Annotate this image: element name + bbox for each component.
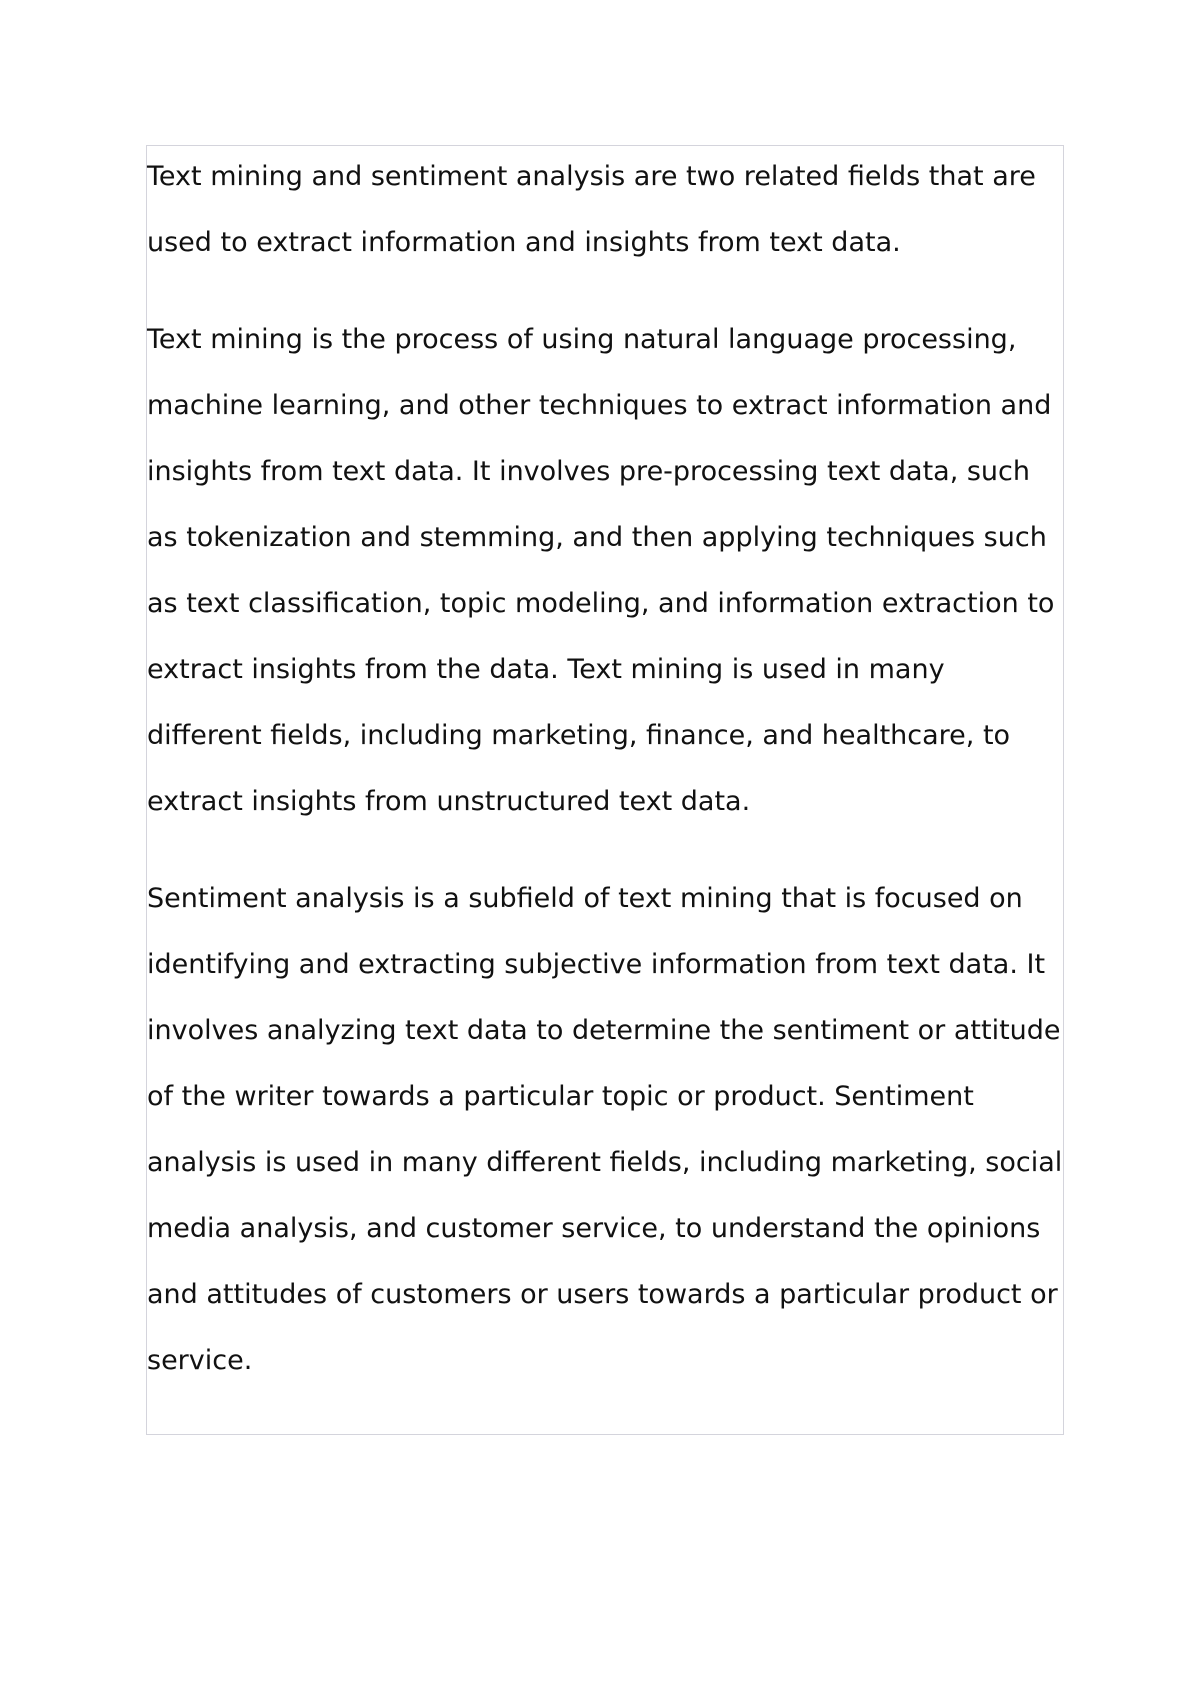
text-box — [146, 145, 1064, 1435]
paragraph-intro: Text mining and sentiment analysis are two related fields that are used to extract information and insights from text data. — [147, 161, 1036, 258]
paragraph-text-mining: Text mining is the process of using natural language processing, machine learning, and other techniques to extract information and insights from text data. It involves pre-processing text data, such as tokenization and stemming, and then applying techniques such as text classification, topic modeling, and information extraction to extract insights from the data. Text mining is used in many different fields, including marketing, finance, and healthcare, to extract insights from unstructured text data. — [147, 324, 1055, 817]
paragraph-sentiment-analysis: Sentiment analysis is a subfield of text mining that is focused on identifying and extracting subjective information from text data. It involves analyzing text data to determine the sentiment or attitude of the writer towards a particular topic or product. Sentiment analysis is used in many different fields, including marketing, social media analysis, and customer service, to understand the opinions and attitudes of customers or users towards a particular product or service. — [147, 883, 1063, 1376]
